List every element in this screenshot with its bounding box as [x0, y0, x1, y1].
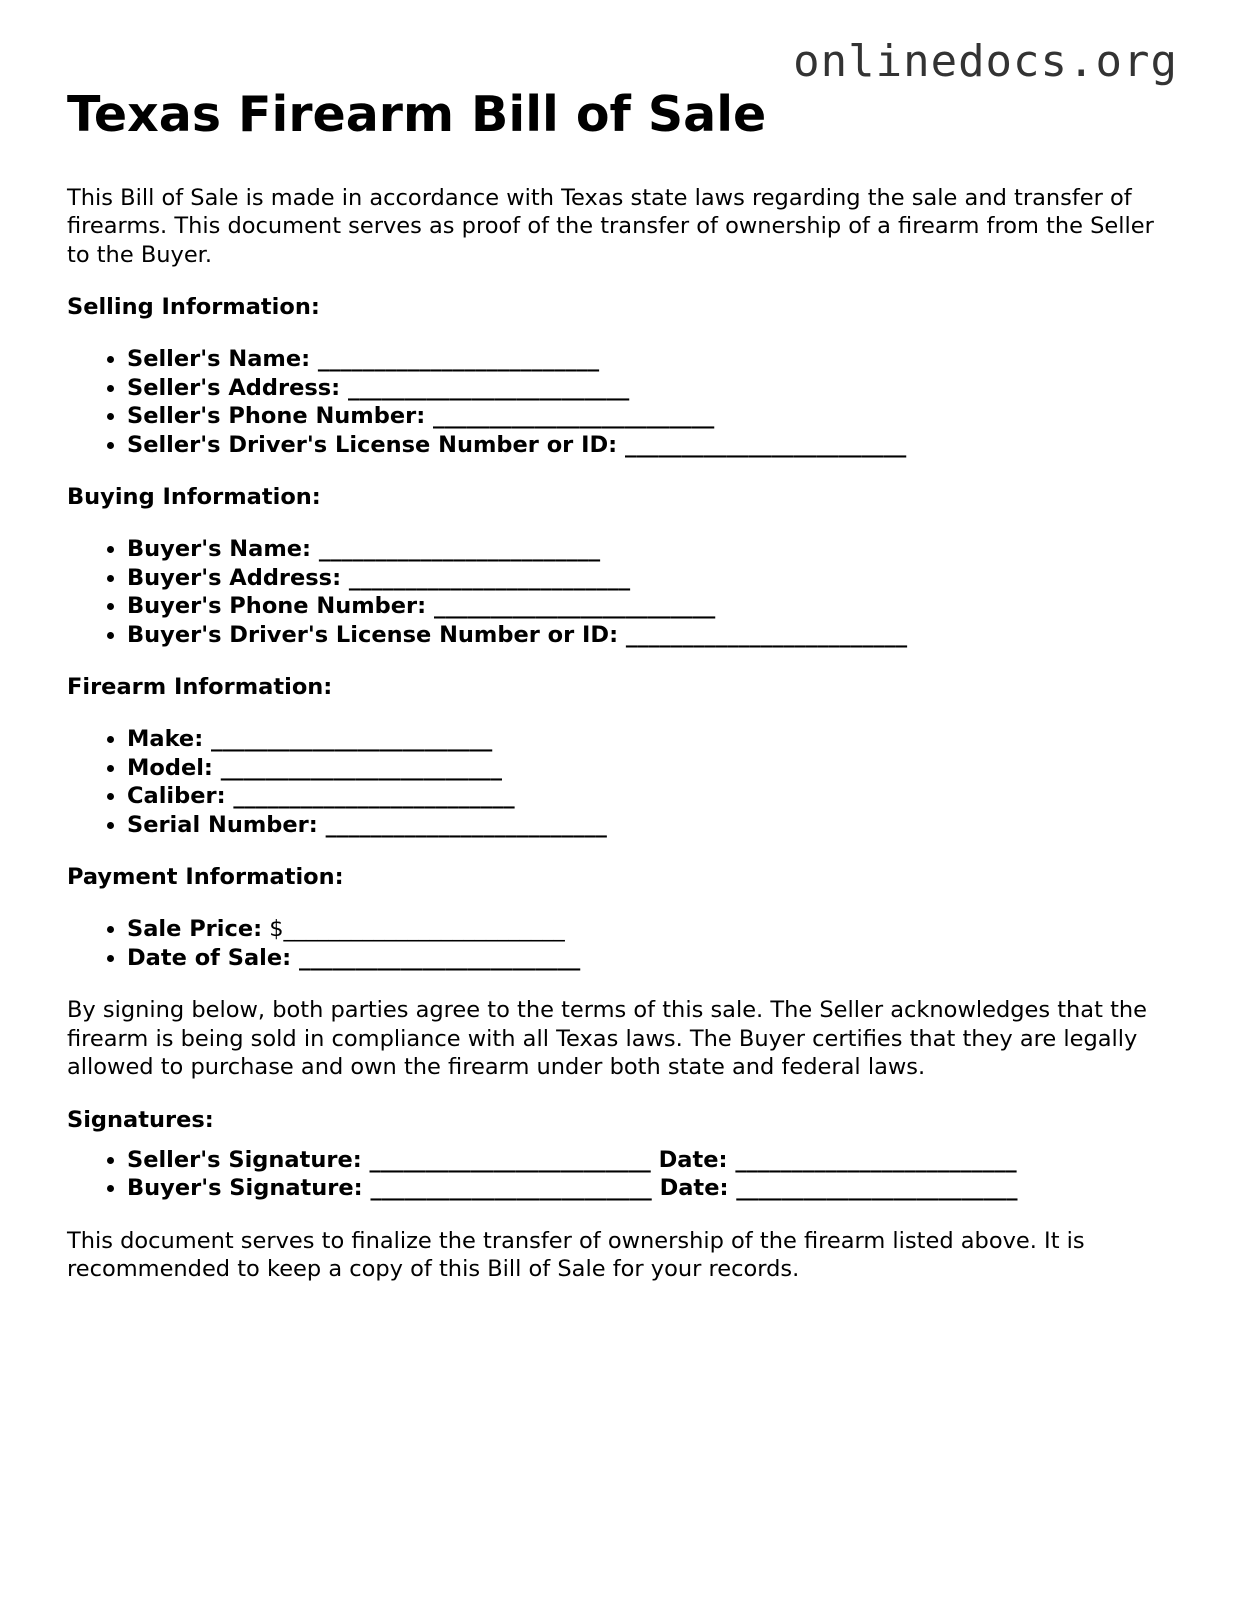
closing-paragraph: This document serves to finalize the transfer of ownership of the firearm listed above. It is recommended to keep a copy of this Bill of Sale for your records. — [67, 1227, 1085, 1283]
selling-heading: Selling Information: — [67, 294, 320, 321]
selling-list — [67, 345, 1177, 459]
date-of-sale-field: • Date of Sale: _________________________ — [127, 944, 1177, 973]
document-body — [67, 88, 1177, 1284]
watermark: onlinedocs.org — [793, 36, 1178, 87]
seller-phone-field: • Seller's Phone Number: _________________________ — [127, 402, 1177, 431]
buyer-address-field: • Buyer's Address: _________________________ — [127, 564, 1177, 593]
sale-price-value: $_________________________ — [262, 916, 565, 943]
payment-list — [67, 915, 1177, 972]
firearm-serial-field: • Serial Number: _________________________ — [127, 811, 1177, 840]
page-title: Texas Firearm Bill of Sale — [67, 86, 767, 143]
seller-signature-field: • Seller's Signature: _________________________ Date: _________________________ — [127, 1146, 1177, 1175]
seller-address-field: • Seller's Address: _________________________ — [127, 374, 1177, 403]
agreement-paragraph: By signing below, both parties agree to the terms of this sale. The Seller acknowledges that the firearm is being sold in compliance with all Texas laws. The Buyer certifies that they are legally allowed to purchase and own the firearm under both state and federal laws. — [67, 997, 1147, 1081]
signatures-heading: Signatures: — [67, 1106, 214, 1133]
seller-license-field: • Seller's Driver's License Number or ID: _________________________ — [127, 431, 1177, 460]
seller-name-field: • Seller's Name: _________________________ — [127, 345, 1177, 374]
signatures-list — [67, 1146, 1177, 1203]
sale-price-label: Sale Price: — [127, 916, 263, 943]
buyer-name-field: • Buyer's Name: _________________________ — [127, 535, 1177, 564]
payment-heading: Payment Information: — [67, 864, 344, 891]
firearm-heading: Firearm Information: — [67, 674, 333, 701]
firearm-caliber-field: • Caliber: _________________________ — [127, 782, 1177, 811]
buyer-phone-field: • Buyer's Phone Number: _________________________ — [127, 592, 1177, 621]
sale-price-field — [127, 915, 1177, 944]
firearm-make-field: • Make: _________________________ — [127, 725, 1177, 754]
firearm-model-field: • Model: _________________________ — [127, 754, 1177, 783]
buyer-license-field: • Buyer's Driver's License Number or ID: _________________________ — [127, 621, 1177, 650]
firearm-list — [67, 725, 1177, 839]
buying-list — [67, 535, 1177, 649]
intro-paragraph: This Bill of Sale is made in accordance with Texas state laws regarding the sale and transfer of firearms. This document serves as proof of the transfer of ownership of a firearm from the Seller to the Buyer. — [67, 184, 1154, 268]
buyer-signature-field: • Buyer's Signature: _________________________ Date: _________________________ — [127, 1174, 1177, 1203]
buying-heading: Buying Information: — [67, 484, 321, 511]
